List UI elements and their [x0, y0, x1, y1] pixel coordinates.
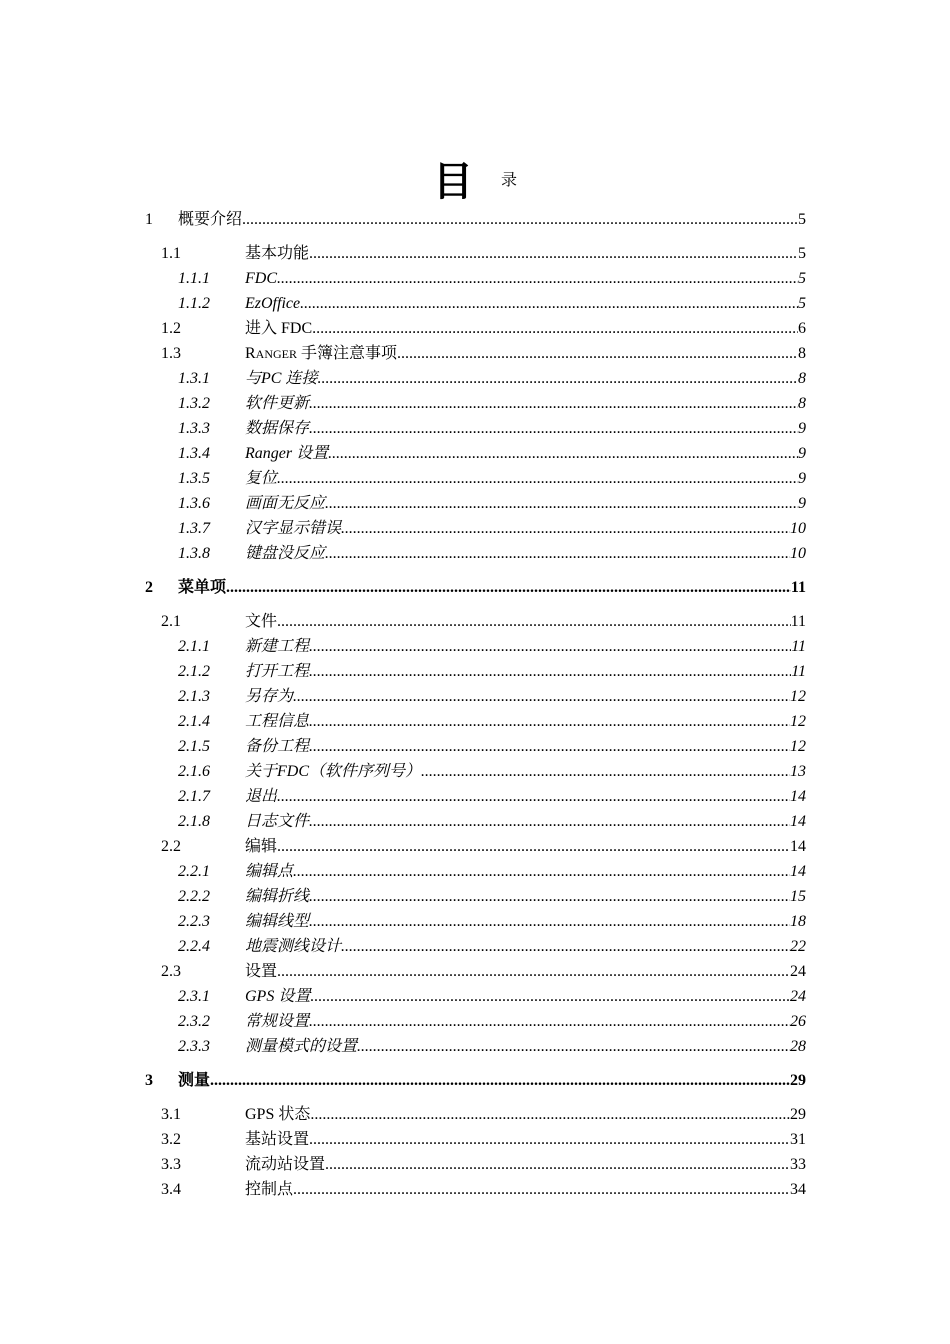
toc-entry-number: 2.3.3: [178, 1038, 210, 1055]
toc-entry-title: 画面无反应: [245, 495, 326, 512]
toc-entry-number: 1: [145, 211, 153, 228]
toc-entry-page: 6: [798, 320, 806, 337]
toc-entry-title: 常规设置: [245, 1013, 310, 1030]
toc-entry-number: 1.3: [161, 345, 181, 362]
toc-leader-dots: [309, 635, 791, 659]
toc-leader-dots: [277, 267, 798, 291]
toc-entry-number: 2.3.1: [178, 988, 210, 1005]
toc-heading-sub: 录: [500, 172, 517, 189]
toc-entry-page: 11: [790, 613, 806, 630]
toc-entry-page: 11: [791, 638, 806, 655]
toc-entry[interactable]: [178, 635, 806, 659]
toc-leader-dots: [309, 242, 798, 266]
toc-entry[interactable]: [178, 267, 806, 291]
toc-leader-dots: [309, 1010, 790, 1034]
toc-entry-number: 2.3: [161, 963, 181, 980]
toc-entry-title: 编辑折线: [245, 888, 310, 905]
toc-entry[interactable]: [178, 417, 806, 441]
toc-entry-number: 2.1.5: [178, 738, 210, 755]
toc-entry-title: EzOffice: [245, 295, 301, 312]
toc-leader-dots: [325, 542, 790, 566]
toc-entry[interactable]: [145, 1069, 806, 1093]
toc-entry-number: 2.2.4: [178, 938, 210, 955]
toc-entry[interactable]: [178, 785, 806, 809]
toc-entry[interactable]: [161, 242, 806, 266]
toc-entry-number: 1.3.5: [178, 470, 210, 487]
toc-entry[interactable]: [178, 392, 806, 416]
toc-entry-page: 5: [798, 211, 806, 228]
toc-entry-title: 进入 FDC: [245, 320, 313, 337]
toc-leader-dots: [310, 985, 790, 1009]
toc-leader-dots: [277, 467, 798, 491]
toc-entry[interactable]: [178, 467, 806, 491]
toc-entry-title: FDC: [245, 270, 277, 287]
toc-entry-page: 5: [798, 295, 806, 312]
toc-leader-dots: [397, 342, 798, 366]
toc-entry-page: 14: [790, 863, 806, 880]
toc-entry[interactable]: [178, 910, 806, 934]
toc-entry-page: 14: [790, 813, 806, 830]
toc-entry[interactable]: [161, 1178, 806, 1202]
toc-leader-dots: [309, 417, 798, 441]
toc-entry-page: 5: [798, 270, 806, 287]
toc-entry-page: 31: [790, 1131, 806, 1148]
toc-entry[interactable]: [161, 610, 806, 634]
toc-entry-title: 另存为: [245, 688, 294, 705]
toc-entry-title: 概要介绍: [178, 211, 243, 228]
toc-leader-dots: [277, 835, 790, 859]
toc-entry-title: 工程信息: [245, 713, 310, 730]
toc-entry-page: 14: [790, 838, 806, 855]
toc-entry-title: 控制点: [245, 1181, 294, 1198]
toc-entry-page: 14: [790, 788, 806, 805]
toc-entry[interactable]: [178, 492, 806, 516]
toc-entry-page: 9: [798, 470, 806, 487]
toc-leader-dots: [309, 910, 790, 934]
toc-entry[interactable]: [178, 885, 806, 909]
toc-leader-dots: [293, 685, 790, 709]
toc-entry-page: 24: [790, 988, 806, 1005]
toc-entry-page: 28: [790, 1038, 806, 1055]
toc-entry-page: 12: [790, 713, 806, 730]
toc-entry-number: 2.1.7: [178, 788, 210, 805]
toc-entry-title: 文件: [245, 613, 278, 630]
toc-entry-page: 9: [798, 420, 806, 437]
toc-entry-page: 13: [790, 763, 806, 780]
toc-entry-number: 1.3.3: [178, 420, 210, 437]
toc-entry[interactable]: [161, 960, 806, 984]
toc-entry-title: 备份工程: [245, 738, 310, 755]
toc-entry-title: Ranger 设置: [245, 445, 329, 462]
toc-entry-number: 3.4: [161, 1181, 181, 1198]
toc-leader-dots: [242, 208, 798, 232]
toc-entry-number: 1.3.4: [178, 445, 210, 462]
toc-entry[interactable]: [178, 442, 806, 466]
toc-entry-number: 3.3: [161, 1156, 181, 1173]
toc-entry-number: 2.2.2: [178, 888, 210, 905]
toc-entry[interactable]: [178, 735, 806, 759]
toc-entry-title: 基站设置: [245, 1131, 310, 1148]
toc-entry-page: 9: [798, 495, 806, 512]
toc-entry-number: 1.1: [161, 245, 181, 262]
toc-leader-dots: [328, 442, 798, 466]
toc-leader-dots: [309, 1128, 790, 1152]
toc-entry-page: 29: [790, 1072, 806, 1089]
toc-entry[interactable]: [178, 760, 806, 784]
toc-entry-page: 8: [798, 370, 806, 387]
toc-entry-page: 8: [798, 345, 806, 362]
toc-entry-page: 22: [790, 938, 806, 955]
toc-entry-number: 2.2: [161, 838, 181, 855]
toc-entry[interactable]: [178, 985, 806, 1009]
toc-leader-dots: [309, 735, 790, 759]
toc-entry-number: 2: [145, 579, 153, 596]
toc-entry-title: 编辑线型: [245, 913, 310, 930]
toc-entry-number: 3: [145, 1072, 153, 1089]
toc-leader-dots: [317, 367, 798, 391]
toc-leader-dots: [309, 885, 790, 909]
toc-entry-number: 1.3.1: [178, 370, 210, 387]
toc-entry[interactable]: [178, 710, 806, 734]
toc-leader-dots: [310, 1103, 790, 1127]
toc-entry-page: 12: [790, 738, 806, 755]
toc-entry[interactable]: [178, 935, 806, 959]
toc-entry-title: 日志文件: [245, 813, 310, 830]
toc-entry-page: 33: [790, 1156, 806, 1173]
toc-entry-number: 2.2.1: [178, 863, 210, 880]
toc-entry-title: 关于FDC（软件序列号）: [245, 763, 422, 780]
toc-entry-number: 1.3.8: [178, 545, 210, 562]
toc-entry-number: 1.1.1: [178, 270, 210, 287]
toc-leader-dots: [293, 1178, 790, 1202]
toc-entry-title: 与PC 连接: [245, 370, 318, 387]
toc-leader-dots: [325, 1153, 790, 1177]
toc-entry-title: 流动站设置: [245, 1156, 326, 1173]
toc-entry[interactable]: [178, 517, 806, 541]
toc-leader-dots: [309, 660, 791, 684]
toc-entry-title: 软件更新: [245, 395, 310, 412]
toc-leader-dots: [210, 1069, 790, 1093]
toc-entry-title: 菜单项: [178, 579, 227, 596]
toc-heading-main: 目: [432, 159, 473, 205]
toc-entry-number: 2.2.3: [178, 913, 210, 930]
toc-entry[interactable]: [161, 1153, 806, 1177]
toc-entry-title: 打开工程: [245, 663, 310, 680]
toc-entry-page: 15: [790, 888, 806, 905]
toc-leader-dots: [325, 492, 798, 516]
toc-entry-title: 编辑点: [245, 863, 294, 880]
toc-entry-page: 18: [790, 913, 806, 930]
toc-entry-page: 29: [790, 1106, 806, 1123]
toc-entry-page: 8: [798, 395, 806, 412]
toc-entry-page: 11: [790, 579, 806, 596]
toc-entry-number: 2.1.2: [178, 663, 210, 680]
toc-entry[interactable]: [178, 810, 806, 834]
toc-entry-number: 2.1.3: [178, 688, 210, 705]
toc-entry-number: 2.1.6: [178, 763, 210, 780]
toc-entry-page: 11: [791, 663, 806, 680]
toc-entry-number: 2.1: [161, 613, 181, 630]
toc-entry-number: 2.1.8: [178, 813, 210, 830]
toc-entry-page: 5: [798, 245, 806, 262]
toc-leader-dots: [277, 785, 790, 809]
toc-entry-number: 1.2: [161, 320, 181, 337]
toc-entry-number: 2.1.1: [178, 638, 210, 655]
toc-entry-page: 24: [790, 963, 806, 980]
toc-leader-dots: [309, 392, 798, 416]
toc-leader-dots: [421, 760, 790, 784]
toc-entry[interactable]: [178, 860, 806, 884]
toc-entry[interactable]: [178, 660, 806, 684]
toc-entry-title: 新建工程: [245, 638, 310, 655]
toc-leader-dots: [277, 610, 791, 634]
toc-entry-page: 34: [790, 1181, 806, 1198]
toc-entry-title: GPS 状态: [245, 1106, 311, 1123]
toc-entry[interactable]: [178, 367, 806, 391]
toc-leader-dots: [277, 960, 790, 984]
toc-entry-title: 键盘没反应: [245, 545, 326, 562]
toc-entry-title: 设置: [245, 963, 278, 980]
toc-entry-number: 1.3.6: [178, 495, 210, 512]
toc-entry-title: 基本功能: [245, 245, 310, 262]
toc-entry-page: 9: [798, 445, 806, 462]
toc-heading: [0, 150, 950, 207]
toc-entry-title: 数据保存: [245, 420, 310, 437]
toc-entry-title: 退出: [245, 788, 278, 805]
toc-entry[interactable]: [145, 576, 806, 600]
toc-entry[interactable]: [178, 542, 806, 566]
toc-entry-number: 2.1.4: [178, 713, 210, 730]
toc-leader-dots: [293, 860, 790, 884]
toc-entry[interactable]: [161, 835, 806, 859]
toc-entry[interactable]: [178, 685, 806, 709]
toc-entry-page: 10: [790, 520, 806, 537]
toc-leader-dots: [226, 576, 791, 600]
toc-entry-number: 3.1: [161, 1106, 181, 1123]
toc-entry[interactable]: [178, 292, 806, 316]
toc-entry[interactable]: [161, 342, 806, 366]
toc-entry-number: 1.1.2: [178, 295, 210, 312]
toc-entry-title: GPS 设置: [245, 988, 311, 1005]
toc-leader-dots: [341, 935, 790, 959]
toc-entry[interactable]: [161, 1103, 806, 1127]
toc-entry[interactable]: [178, 1010, 806, 1034]
toc-entry[interactable]: [178, 1035, 806, 1059]
toc-leader-dots: [312, 317, 798, 341]
toc-entry-number: 1.3.7: [178, 520, 210, 537]
toc-entry-title: 地震测线设计: [245, 938, 342, 955]
toc-entry-title: RANGER 手簿注意事项: [245, 345, 398, 362]
toc-entry-page: 10: [790, 545, 806, 562]
toc-entry-title: 复位: [245, 470, 278, 487]
toc-entry-number: 1.3.2: [178, 395, 210, 412]
toc-entry-title: 汉字显示错误: [245, 520, 342, 537]
toc-entry-title: 编辑: [245, 838, 278, 855]
toc-entry[interactable]: [161, 1128, 806, 1152]
toc-entry-title: 测量: [178, 1072, 211, 1089]
toc-entry-page: 12: [790, 688, 806, 705]
toc-leader-dots: [300, 292, 798, 316]
toc-entry-title: 测量模式的设置: [245, 1038, 358, 1055]
toc-entry[interactable]: [145, 208, 806, 232]
toc-entry-page: 26: [790, 1013, 806, 1030]
toc-leader-dots: [357, 1035, 790, 1059]
toc-entry-number: 2.3.2: [178, 1013, 210, 1030]
toc-leader-dots: [341, 517, 790, 541]
toc-leader-dots: [309, 810, 790, 834]
toc-entry-number: 3.2: [161, 1131, 181, 1148]
toc-entry[interactable]: [161, 317, 806, 341]
toc-leader-dots: [309, 710, 790, 734]
